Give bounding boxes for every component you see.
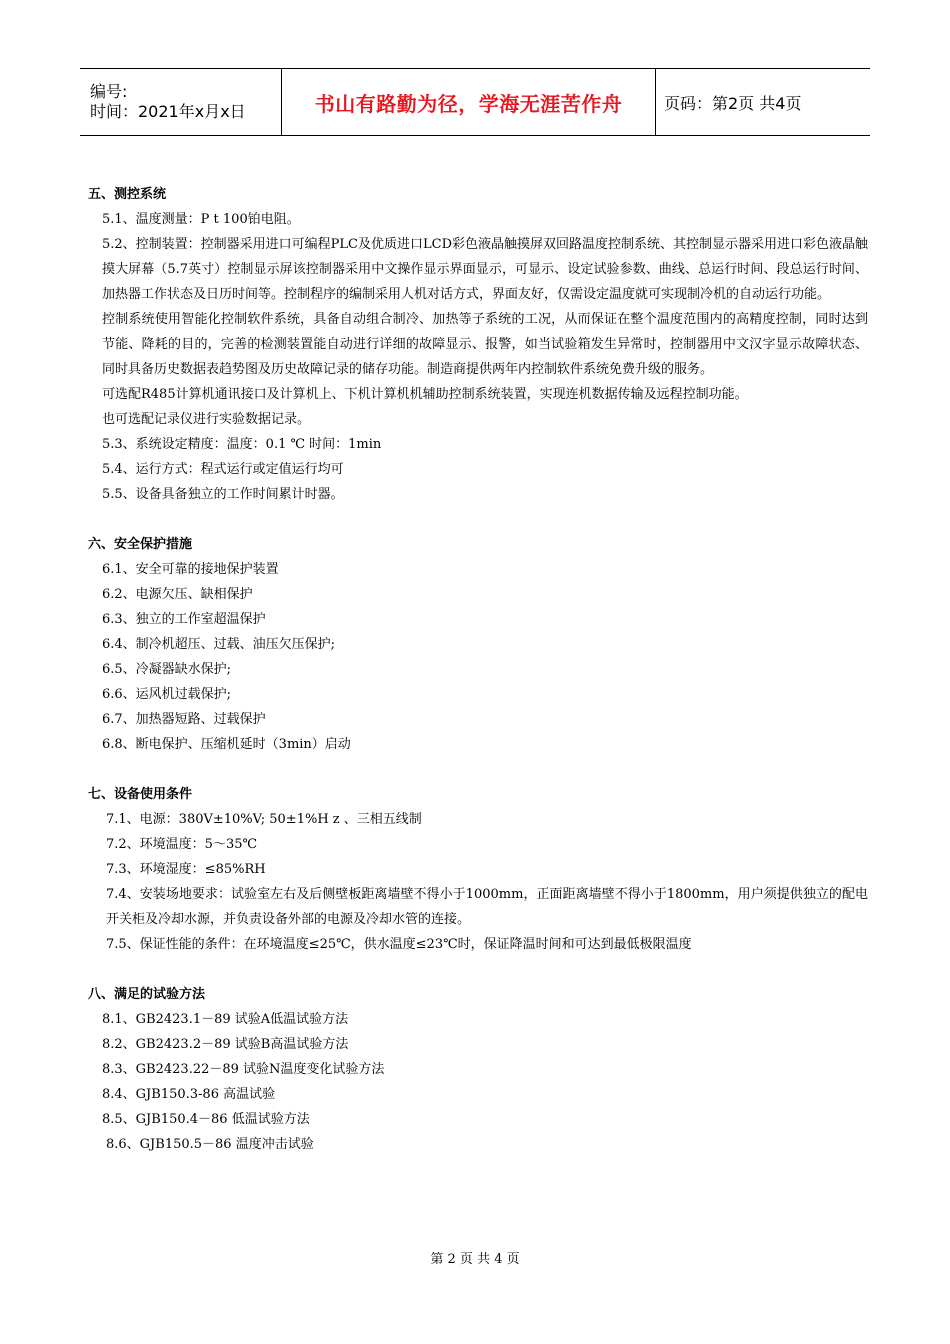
header-motto: 书山有路勤为径，学海无涯苦作舟 [314, 91, 623, 116]
list-item: 6.2、电源欠压、缺相保护 [102, 587, 253, 602]
doc-time-label: 时间：2021年x月x日 [90, 102, 246, 121]
section-7-para-1: 7.4、安装场地要求：试验室左右及后侧壁板距离墙壁不得小于1000mm，正面距离墙壁不得小于1800mm，用户须提供独立的配电开关柜及冷却水源，并负责设备外部的电源及冷却水管的连接。 [106, 887, 868, 927]
list-item: 8.6、GJB150.5－86 温度冲击试验 [106, 1137, 314, 1152]
list-item: 8.3、GB2423.22－89 试验N温度变化试验方法 [102, 1062, 385, 1077]
list-item: 8.4、GJB150.3-86 高温试验 [102, 1087, 276, 1102]
list-item: 6.8、断电保护、压缩机延时（3min）启动 [102, 737, 351, 752]
list-item: 6.7、加热器短路、过载保护 [102, 712, 266, 727]
list-item: 6.3、独立的工作室超温保护 [102, 612, 266, 627]
section-7-line-1: 7.1、电源：380V±10%V; 50±1%H z 、三相五线制 [106, 812, 422, 827]
header-page-label: 页码：第2页 共4页 [664, 93, 802, 113]
section-7-line-4: 7.5、保证性能的条件：在环境温度≤25℃，供水温度≤23℃时，保证降温时间和可达到最低极限温度 [106, 937, 692, 952]
section-5-line-4: 5.3、系统设定精度：温度：0.1 ℃ 时间：1min [102, 437, 382, 452]
section-5-title: 五、测控系统 [88, 187, 167, 202]
list-item: 8.5、GJB150.4－86 低温试验方法 [102, 1112, 310, 1127]
section-8-title: 八、满足的试验方法 [88, 987, 206, 1002]
section-5-line-3: 也可选配记录仪进行实验数据记录。 [102, 412, 311, 427]
list-item: 8.1、GB2423.1－89 试验A低温试验方法 [102, 1012, 349, 1027]
header-left-cell [80, 69, 281, 135]
doc-number-label: 编号: [90, 82, 128, 101]
list-item: 6.5、冷凝器缺水保护; [102, 662, 232, 677]
section-5-para-2: 控制系统使用智能化控制软件系统，具备自动组合制冷、加热等子系统的工况，从而保证在整个温度范围内的高精度控制，同时达到节能、降耗的目的，完善的检测装置能自动进行详细的故障显示、报警，如当试验箱发生异常时，控制器用中文汉字显示故障状态、同时具备历史数据表趋势图及历史故障记录的储存功能。制造商提供两年内控制软件系统免费升级的服务。 [102, 312, 868, 377]
section-5-line-1: 5.1、温度测量：P t 100铂电阻。 [102, 212, 300, 227]
header-motto-cell [281, 69, 656, 135]
document-body [88, 182, 868, 1157]
list-item: 6.1、安全可靠的接地保护装置 [102, 562, 279, 577]
header-right-cell [656, 69, 870, 135]
page-footer: 第 2 页 共 4 页 [430, 1252, 520, 1267]
list-item: 8.2、GB2423.2－89 试验B高温试验方法 [102, 1037, 349, 1052]
section-6-title: 六、安全保护措施 [88, 537, 193, 552]
section-7-line-3: 7.3、环境湿度：≤85%RH [106, 862, 266, 877]
page-header [80, 68, 870, 136]
list-item: 6.6、运风机过载保护; [102, 687, 232, 702]
section-5-para-1: 5.2、控制装置：控制器采用进口可编程PLC及优质进口LCD彩色液晶触摸屏双回路温度控制系统、其控制显示器采用进口彩色液晶触摸大屏幕（5.7英寸）控制显示屏该控制器采用中文操作显示界面显示，可显示、设定试验参数、曲线、总运行时间、段总运行时间、加热器工作状态及日历时间等。控制程序的编制采用人机对话方式，界面友好，仅需设定温度就可实现制冷机的自动运行功能。 [102, 237, 869, 302]
section-5-line-2: 可选配R485计算机通讯接口及计算机上、下机计算机机辅助控制系统装置，实现连机数据传输及远程控制功能。 [102, 387, 748, 402]
section-7-title: 七、设备使用条件 [88, 787, 193, 802]
section-7-line-2: 7.2、环境温度：5～35℃ [106, 837, 258, 852]
list-item: 6.4、制冷机超压、过载、油压欠压保护; [102, 637, 336, 652]
section-5-line-6: 5.5、设备具备独立的工作时间累计时器。 [102, 487, 344, 502]
section-5-line-5: 5.4、运行方式：程式运行或定值运行均可 [102, 462, 344, 477]
